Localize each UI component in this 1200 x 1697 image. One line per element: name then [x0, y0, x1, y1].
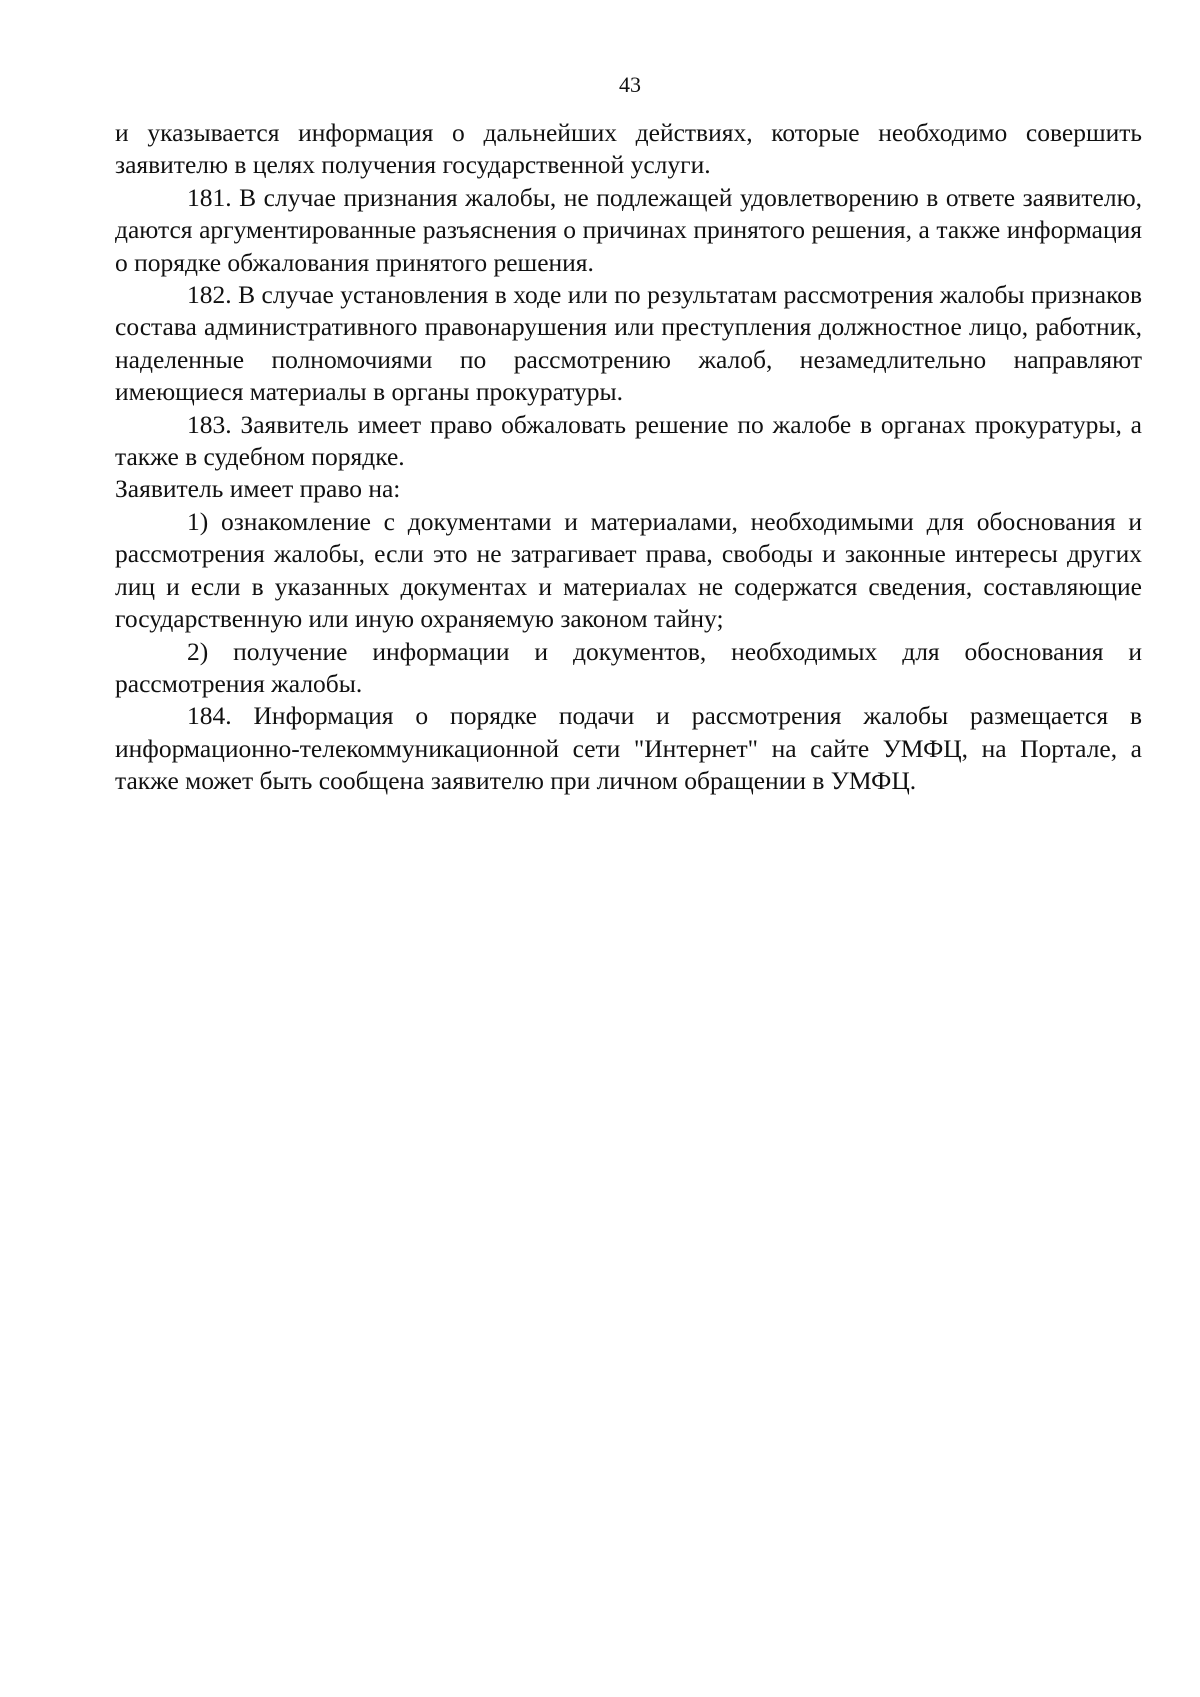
list-item-2: 2) получение информации и документов, необходимых для обоснования и рассмотрения жалобы.	[115, 636, 1142, 698]
paragraph-183: 183. Заявитель имеет право обжаловать решение по жалобе в органах прокуратуры, а также в судебном порядке.	[115, 409, 1142, 472]
page-number: 43	[619, 72, 641, 97]
document-body	[115, 117, 1142, 798]
list-item-1: 1) ознакомление с документами и материалами, необходимыми для обоснования и рассмотрения жалобы, если это не затрагивает права, свободы и законные интересы других лиц и если в указанных документах и материалах не содержатся сведения, составляющие государственную или иную охраняемую законом тайну;	[115, 506, 1142, 634]
paragraph-184: 184. Информация о порядке подачи и рассмотрения жалобы размещается в информационно-телекоммуникационной сети "Интернет" на сайте УМФЦ, на Портале, а также может быть сообщена заявителю при личном обращении в УМФЦ.	[115, 701, 1142, 796]
paragraph-continuation: и указывается информация о дальнейших действиях, которые необходимо совершить заявителю в целях получения государственной услуги.	[115, 118, 1142, 180]
paragraph-rights-intro: Заявитель имеет право на:	[115, 474, 401, 504]
paragraph-181: 181. В случае признания жалобы, не подлежащей удовлетворению в ответе заявителю, даются аргументированные разъяснения о причинах принятого решения, а также информация о порядке обжалования принятого решения.	[115, 182, 1142, 277]
paragraph-182: 182. В случае установления в ходе или по результатам рассмотрения жалобы признаков состава административного правонарушения или преступления должностное лицо, работник, наделенные полномочиями по рассмотрению жалоб, незамедлительно направляют имеющиеся материалы в органы прокуратуры.	[115, 280, 1142, 407]
